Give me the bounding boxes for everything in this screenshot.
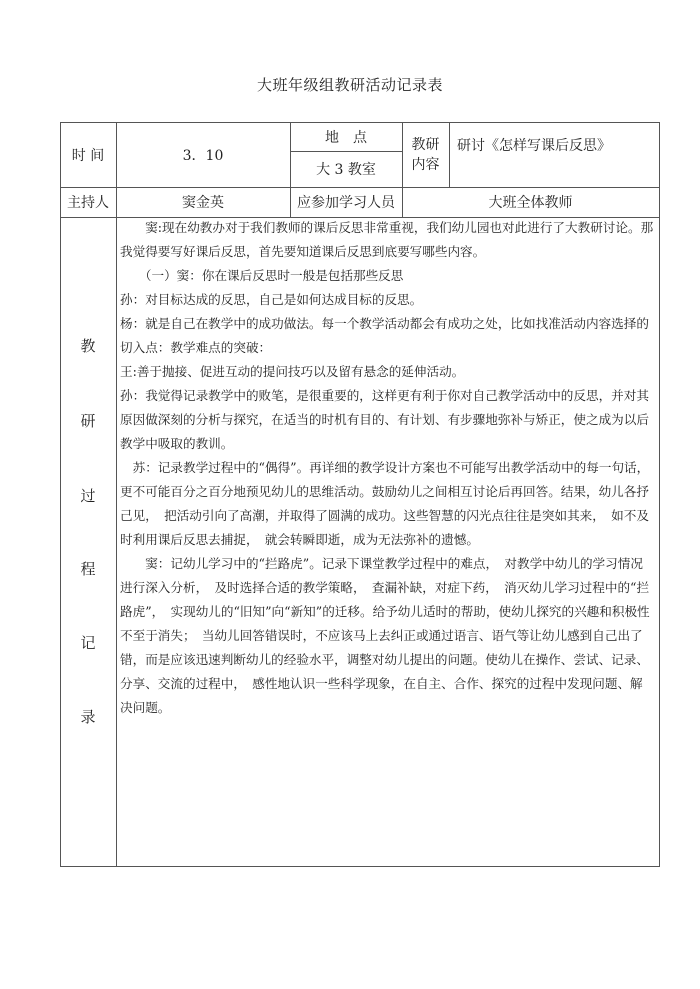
- side-char: 研: [80, 412, 96, 430]
- paragraph: 窦:现在幼教办对于我们教师的课后反思非常重视，我们幼儿园也对此进行了大教研讨论。那我觉得要写好课后反思，首先要知道课后反思到底要写哪些内容。: [120, 220, 654, 259]
- paragraph: 窦：记幼儿学习中的“拦路虎”。记录下课堂教学过程中的难点， 对教学中幼儿的学习情况进行深入分析， 及时选择合适的教学策略， 查漏补缺，对症下药， 消灭幼儿学习过程中的“拦路虎”， 实现幼儿的“旧知”向“新知”的迁移。给予幼儿适时的帮助，使幼儿探究的兴趣和积极性不至于消失； 当幼儿回答错误时，不应该马上去纠正或通过语言、语气等让幼儿感到自己出了错，而是应该迅速判断幼儿的经验水平，调整对幼儿提出的问题。使幼儿在操作、尝试、记录、分享、交流的过程中， 感性地认识一些科学现象，在自主、合作、探究的过程中发现问题、解决问题。: [120, 556, 650, 715]
- paragraph: 孙：对目标达成的反思，自己是如何达成目标的反思。: [120, 292, 423, 307]
- content-label: 教研 内容: [411, 136, 440, 173]
- participants-label: 应参加学习人员: [297, 195, 395, 211]
- paragraph: 杨：就是自己在教学中的成功做法。每一个教学活动都会有成功之处，比如找准活动内容选择的切入点：教学难点的突破：: [120, 316, 649, 355]
- side-char: 程: [80, 560, 96, 578]
- page-title: 大班年级组教研活动记录表: [256, 76, 443, 94]
- time-value: 3．10: [182, 147, 224, 164]
- place-label: 地 点: [325, 129, 367, 146]
- time-label: 时 间: [71, 147, 105, 164]
- side-char: 记: [80, 634, 96, 652]
- paragraph: 王:善于抛接、促进互动的提问技巧以及留有悬念的延伸活动。: [120, 364, 465, 379]
- side-char: 教: [80, 337, 96, 355]
- record-body: [120, 216, 655, 720]
- content-value: 研讨《怎样写课后反思》: [457, 137, 611, 154]
- side-char: 录: [80, 708, 96, 726]
- paragraph: （一）窦：你在课后反思时一般是包括那些反思: [120, 268, 404, 283]
- place-value: 大 3 教室: [316, 162, 376, 178]
- participants-value: 大班全体教师: [488, 195, 573, 211]
- paragraph: 孙：我觉得记录教学中的败笔，是很重要的，这样更有利于你对自己教学活动中的反思，并对其原因做深刻的分析与探究，在适当的时机有目的、有计划、有步骤地弥补与矫正，使之成为以后教学中吸取的教训。: [120, 388, 649, 451]
- side-char: 过: [80, 487, 96, 505]
- paragraph: 苏：记录教学过程中的“偶得”。再详细的教学设计方案也不可能写出教学活动中的每一句话，更不可能百分之百分地预见幼儿的思维活动。鼓励幼儿之间相互讨论后再回答。结果，幼儿各抒己见， 把活动引向了高潮，并取得了圆满的成功。这些智慧的闪光点往往是突如其来， 如不及时利用课后反思去捕捉， 就会转瞬即逝，成为无法弥补的遗憾。: [120, 460, 650, 547]
- host-value: 窦金英: [182, 195, 224, 211]
- host-label: 主持人: [67, 195, 109, 211]
